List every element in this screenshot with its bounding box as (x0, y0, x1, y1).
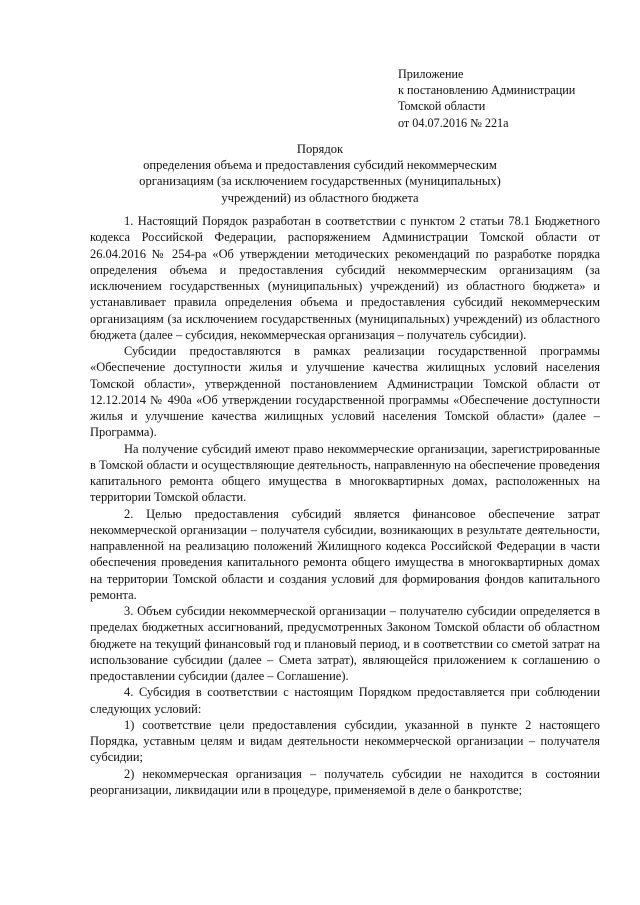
paragraph: 1. Настоящий Порядок разработан в соответствии с пунктом 2 статьи 78.1 Бюджетного кодекса Российской Федерации, распоряжением Администрации Томской области от 26.04.2016 № 254-ра «Об утверждении методических рекомендаций по разработке порядка определения объема и предоставления субсидий некоммерческим организациям (за исключением государственных (муниципальных) учреждений) из областного бюджета» и устанавливает правила определения объема и предоставления субсидий некоммерческим организациям (за исключением государственных (муниципальных) учреждений) из областного бюджета (далее – субсидия, некоммерческая организация – получатель субсидии). (90, 214, 600, 342)
approval-line: Приложение (398, 67, 464, 81)
paragraph: 2. Целью предоставления субсидий является финансовое обеспечение затрат некоммерческой организации – получателя субсидии, возникающих в результате деятельности, направленной на реализацию положений Жилищного кодекса Российской Федерации в части обеспечения проведения капитального ремонта общего имущества в многоквартирных домах на территории Томской области и создания условий для формирования фондов капитального ремонта. (90, 506, 600, 602)
document-body (90, 213, 600, 798)
title-heading: Порядок (296, 142, 344, 156)
paragraph: 1) соответствие цели предоставления субсидии, указанной в пункте 2 настоящего Порядка, уставным целям и видам деятельности некоммерческой организации – получателя субсидии; (90, 717, 600, 765)
document-title (90, 141, 550, 206)
title-line: учреждений) из областного бюджета (221, 190, 419, 205)
title-line: определения объема и предоставления субсидий некоммерческим (143, 158, 497, 173)
paragraph: 4. Субсидия в соответствии с настоящим Порядком предоставляется при соблюдении следующих условий: (90, 685, 600, 716)
paragraph: 3. Объем субсидии некоммерческой организации – получателю субсидии определяется в пределах бюджетных ассигнований, предусмотренных Законом Томской области об областном бюджете на текущий финансовый год и плановый период, и в соответствии со сметой затрат на использование субсидии (далее – Смета затрат), являющейся приложением к соглашению о предоставлении субсидии (далее – Соглашение). (90, 604, 600, 683)
paragraph: Субсидии предоставляются в рамках реализации государственной программы «Обеспечение доступности жилья и улучшение качества жилищных условий населения Томской области», утвержденной постановлением Администрации Томской области от 12.12.2014 № 490а «Об утверждении государственной программы «Обеспечение доступности жилья и улучшение качества жилищных условий населения Томской области» (далее – Программа). (90, 344, 600, 440)
approval-line: от 04.07.2016 № 221а (398, 115, 509, 130)
approval-stamp-block (398, 66, 575, 131)
paragraph: 2) некоммерческая организация – получатель субсидии не находится в состоянии реорганизации, ликвидации или в процедуре, применяемой в деле о банкротстве; (90, 766, 600, 797)
approval-line: к постановлению Администрации (398, 83, 576, 98)
paragraph: На получение субсидий имеют право некоммерческие организации, зарегистрированные в Томской области и осуществляющие деятельность, направленную на обеспечение проведения капитального ремонта общего имущества в многоквартирных домах, расположенных на территории Томской области. (90, 441, 600, 505)
approval-line: Томской области (398, 99, 486, 114)
title-line: организациям (за исключением государственных (муниципальных) (139, 174, 501, 189)
